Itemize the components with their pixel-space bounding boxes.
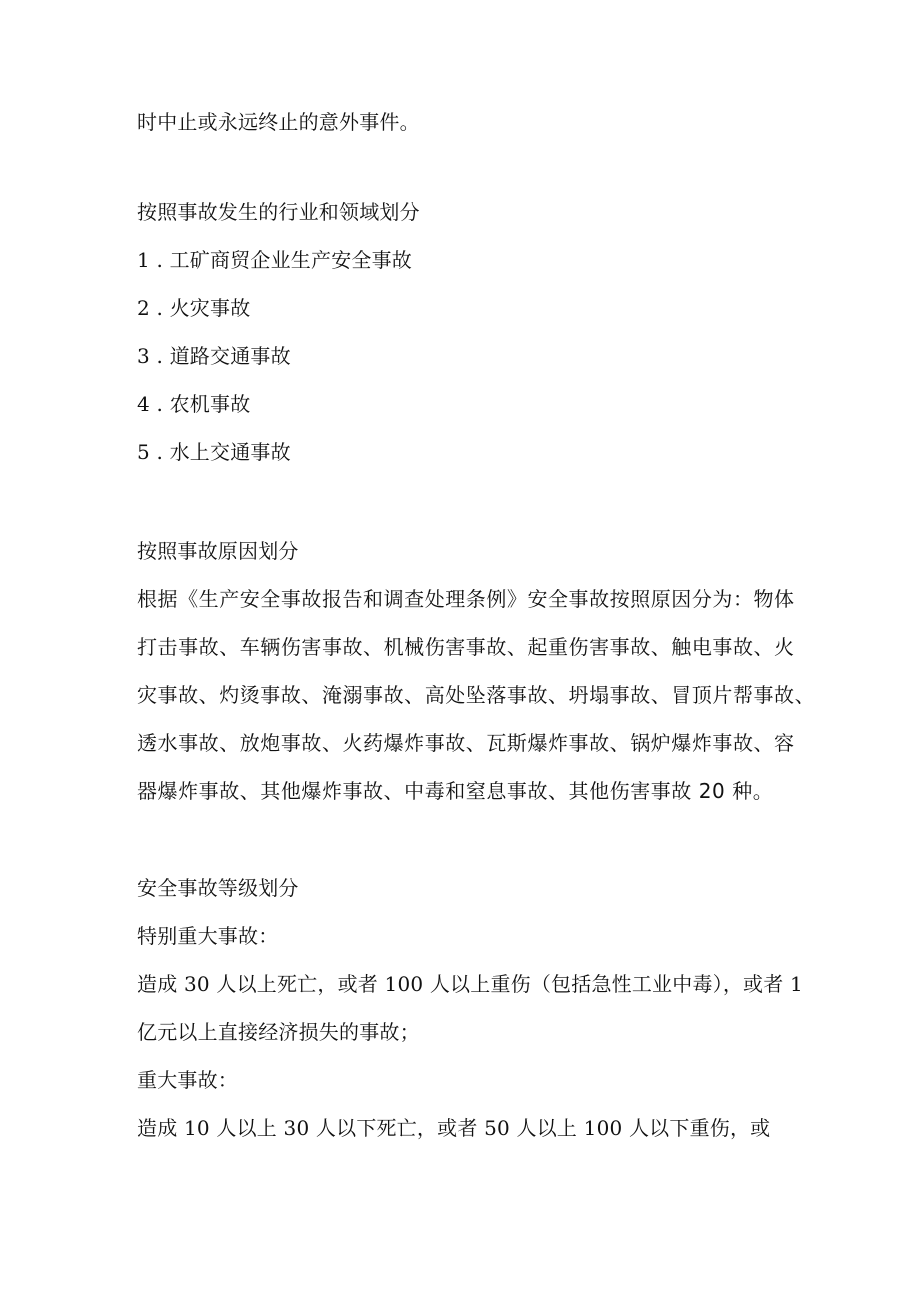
cause-section-heading: 按照事故原因划分 (137, 539, 299, 563)
major-accident-label: 重大事故： (137, 1068, 238, 1092)
level-section-heading: 安全事故等级划分 (137, 876, 299, 900)
industry-item-5: 5 . 水上交通事故 (137, 440, 291, 464)
especially-major-accident-label: 特别重大事故： (137, 924, 279, 948)
intro-line: 时中止或永远终止的意外事件。 (137, 110, 420, 134)
especially-major-accident-line: 亿元以上直接经济损失的事故； (137, 1020, 420, 1044)
cause-paragraph-line: 器爆炸事故、其他爆炸事故、中毒和窒息事故、其他伤害事故 20 种。 (137, 779, 774, 803)
major-accident-line: 造成 10 人以上 30 人以下死亡，或者 50 人以上 100 人以下重伤，或 (137, 1116, 771, 1140)
industry-item-2: 2 . 火灾事故 (137, 296, 251, 320)
industry-item-4: 4 . 农机事故 (137, 392, 251, 416)
cause-paragraph-line: 灾事故、灼烫事故、淹溺事故、高处坠落事故、坍塌事故、冒顶片帮事故、 (137, 683, 816, 707)
cause-paragraph-line: 根据《生产安全事故报告和调查处理条例》安全事故按照原因分为：物体 (137, 587, 795, 611)
especially-major-accident-line: 造成 30 人以上死亡，或者 100 人以上重伤（包括急性工业中毒），或者 1 (137, 972, 803, 996)
industry-item-1: 1 . 工矿商贸企业生产安全事故 (137, 248, 412, 272)
industry-section-heading: 按照事故发生的行业和领域划分 (137, 200, 420, 224)
industry-item-3: 3 . 道路交通事故 (137, 344, 291, 368)
cause-paragraph-line: 透水事故、放炮事故、火药爆炸事故、瓦斯爆炸事故、锅炉爆炸事故、容 (137, 731, 795, 755)
cause-paragraph-line: 打击事故、车辆伤害事故、机械伤害事故、起重伤害事故、触电事故、火 (137, 635, 795, 659)
